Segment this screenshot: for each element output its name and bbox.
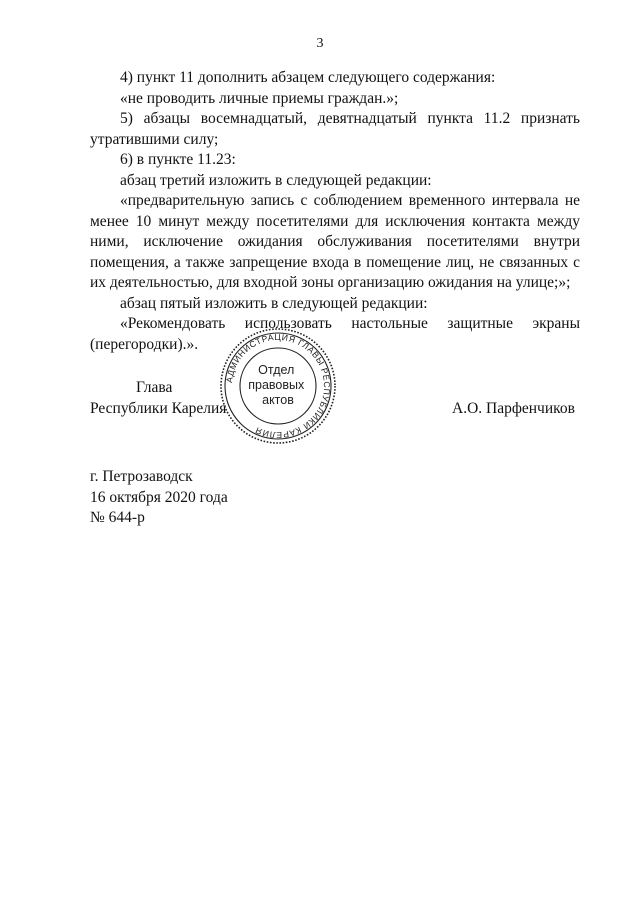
paragraph-abzac-3: абзац третий изложить в следующей редакции:	[120, 171, 432, 189]
paragraph-abzac-5: абзац пятый изложить в следующей редакции:	[120, 294, 428, 312]
place-of-issue: г. Петрозаводск	[90, 468, 193, 485]
paragraph-quote-3: «Рекомендовать использовать настольные защитные экраны (перегородки).».	[90, 315, 580, 353]
paragraph-item-4: 4) пункт 11 дополнить абзацем следующего содержания:	[120, 69, 496, 86]
svg-text:АДМИНИСТРАЦИЯ ГЛАВЫ РЕСПУБЛИКИ: АДМИНИСТРАЦИЯ ГЛАВЫ РЕСПУБЛИКИ КАРЕЛИЯ	[224, 331, 333, 441]
paragraph-item-5: 5) абзацы восемнадцатый, девятнадцатый пункта 11.2 признать утратившими силу;	[90, 110, 580, 148]
document-number: № 644-р	[90, 509, 145, 526]
document-footer	[90, 467, 228, 529]
paragraph-quote-2: «предварительную запись с соблюдением временного интервала не менее 10 минут между посетителями для исключения контакта между ними, исключение ожидания обслуживания посетителями внутри помещения, а также запрещение входа в помещение лиц, не связанных с их деятельностью, для входной зоны организацию ожидания на улице;»;	[90, 192, 580, 291]
paragraph-quote-1: «не проводить личные приемы граждан.»;	[120, 89, 399, 107]
signature-name: А.О. Парфенчиков	[452, 400, 575, 417]
signature-organization: Республики Карелия	[90, 400, 227, 417]
document-body	[90, 68, 580, 355]
page-number: 3	[316, 36, 324, 51]
issue-date: 16 октября 2020 года	[90, 488, 228, 506]
paragraph-item-6: 6) в пункте 11.23:	[120, 151, 236, 168]
svg-text:Отдел правовых актов: Отдел правовых актов	[248, 363, 305, 407]
official-stamp	[218, 326, 338, 446]
signature-title: Глава	[136, 379, 173, 396]
